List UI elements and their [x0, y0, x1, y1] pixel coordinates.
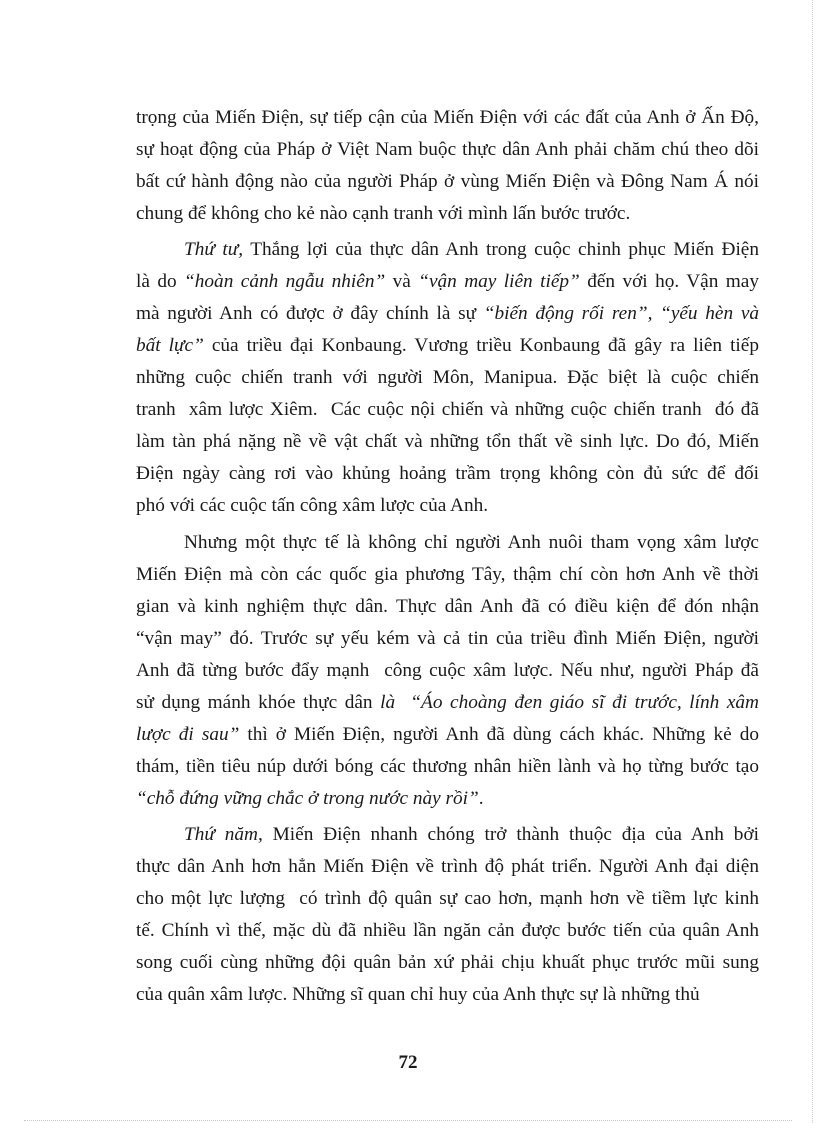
text-line: [136, 198, 759, 230]
text-line: [136, 591, 759, 623]
text-line: [184, 819, 759, 851]
text-line: [184, 527, 759, 559]
text-segment: cho một lực lượng có trình độ quân sự cao hơn, mạnh hơn về tiềm lực kinh: [136, 888, 759, 909]
text-segment: trọng của Miến Điện, sự tiếp cận của Miến Điện với các đất của Anh ở Ấn Độ,: [136, 107, 759, 128]
text-segment: đến với họ. Vận may: [579, 271, 759, 292]
page-number: 72: [398, 1052, 418, 1073]
italic-text: “vận may liên tiếp”: [418, 271, 580, 292]
text-segment: Anh đã từng bước đẩy mạnh công cuộc xâm lược. Nếu như, người Pháp đã: [136, 660, 759, 681]
italic-text: Thứ năm,: [184, 824, 263, 845]
text-segment: Thắng lợi của thực dân Anh trong cuộc chinh phục Miến Điện: [243, 239, 759, 260]
text-segment: làm tàn phá nặng nề về vật chất và những tổn thất về sinh lực. Do đó, Miến: [136, 431, 759, 452]
text-segment: của quân xâm lược. Những sĩ quan chỉ huy của Anh thực sự là những thủ: [136, 984, 700, 1005]
text-line: [136, 623, 759, 655]
text-segment: sử dụng mánh khóe thực dân: [136, 692, 381, 713]
italic-text: Thứ tư,: [184, 239, 244, 260]
text-line: [136, 979, 759, 1011]
text-line: [184, 234, 759, 266]
text-line: [136, 426, 759, 458]
text-segment: là do: [136, 271, 185, 292]
text-line: [136, 687, 759, 719]
text-segment: thì ở Miến Điện, người Anh đã dùng cách khác. Những kẻ do: [239, 724, 759, 745]
text-segment: những cuộc chiến tranh với người Môn, Manipua. Đặc biệt là cuộc chiến: [136, 367, 759, 388]
text-line: [136, 559, 759, 591]
text-segment: Miến Điện mà còn các quốc gia phương Tây, thậm chí còn hơn Anh về thời: [136, 564, 759, 585]
text-segment: “vận may” đó. Trước sự yếu kém và cả tin của triều đình Miến Điện, người: [136, 628, 759, 649]
page-right-border: [812, 0, 813, 1123]
text-line: [136, 783, 759, 815]
text-line: [136, 166, 759, 198]
text-line: [136, 655, 759, 687]
text-segment: Điện ngày càng rơi vào khủng hoảng trầm trọng không còn đủ sức để đối: [136, 463, 759, 484]
text-line: [136, 915, 759, 947]
text-segment: sự hoạt động của Pháp ở Việt Nam buộc thực dân Anh phải chăm chú theo dõi: [136, 139, 759, 160]
text-segment: .: [478, 788, 484, 809]
text-line: [136, 102, 759, 134]
text-segment: chung để không cho kẻ nào cạnh tranh với mình lấn bước trước.: [136, 203, 631, 224]
text-line: [136, 851, 759, 883]
page-bottom-border: [24, 1120, 792, 1121]
text-line: [136, 362, 759, 394]
text-segment: gian và kinh nghiệm thực dân. Thực dân Anh đã có điều kiện để đón nhận: [136, 596, 759, 617]
text-line: [136, 458, 759, 490]
text-line: [136, 751, 759, 783]
italic-text: “hoàn cảnh ngẫu nhiên”: [184, 271, 386, 292]
text-line: [136, 719, 759, 751]
text-line: [136, 330, 759, 362]
text-segment: và: [385, 271, 419, 292]
text-line: [136, 947, 759, 979]
text-segment: tế. Chính vì thế, mặc dù đã nhiều lần ngăn cản được bước tiến của quân Anh: [136, 920, 759, 941]
text-segment: Nhưng một thực tế là không chỉ người Anh nuôi tham vọng xâm lược: [184, 532, 759, 553]
text-segment: của triều đại Konbaung. Vương triều Konbaung đã gây ra liên tiếp: [203, 335, 759, 356]
italic-text: bất lực”: [136, 335, 204, 356]
italic-text: lược đi sau”: [136, 724, 240, 745]
text-segment: mà người Anh có được ở đây chính là sự: [136, 303, 484, 324]
text-line: [136, 394, 759, 426]
text-line: [136, 883, 759, 915]
text-segment: Miến Điện nhanh chóng trở thành thuộc địa của Anh bởi: [262, 824, 759, 845]
text-line: [136, 298, 759, 330]
text-segment: tranh xâm lược Xiêm. Các cuộc nội chiến và những cuộc chiến tranh đó đã: [136, 399, 759, 420]
italic-text: “chỗ đứng vững chắc ở trong nước này rồi”: [136, 788, 479, 809]
text-line: [136, 490, 759, 522]
text-line: [136, 266, 759, 298]
text-segment: phó với các cuộc tấn công xâm lược của Anh.: [136, 495, 489, 516]
italic-text: “biến động rối ren”, “yếu hèn và: [483, 303, 760, 324]
text-segment: thám, tiền tiêu núp dưới bóng các thương nhân hiền lành và họ từng bước tạo: [136, 756, 759, 777]
italic-text: là “Áo choàng đen giáo sĩ đi trước, lính xâm: [380, 692, 759, 713]
text-line: [136, 134, 759, 166]
text-segment: bất cứ hành động nào của người Pháp ở vùng Miến Điện và Đông Nam Á nói: [136, 171, 759, 192]
text-segment: thực dân Anh hơn hẳn Miến Điện về trình độ phát triển. Người Anh đại diện: [136, 856, 759, 877]
text-segment: song cuối cùng những đội quân bản xứ phải chịu khuất phục trước mũi sung: [136, 952, 759, 973]
